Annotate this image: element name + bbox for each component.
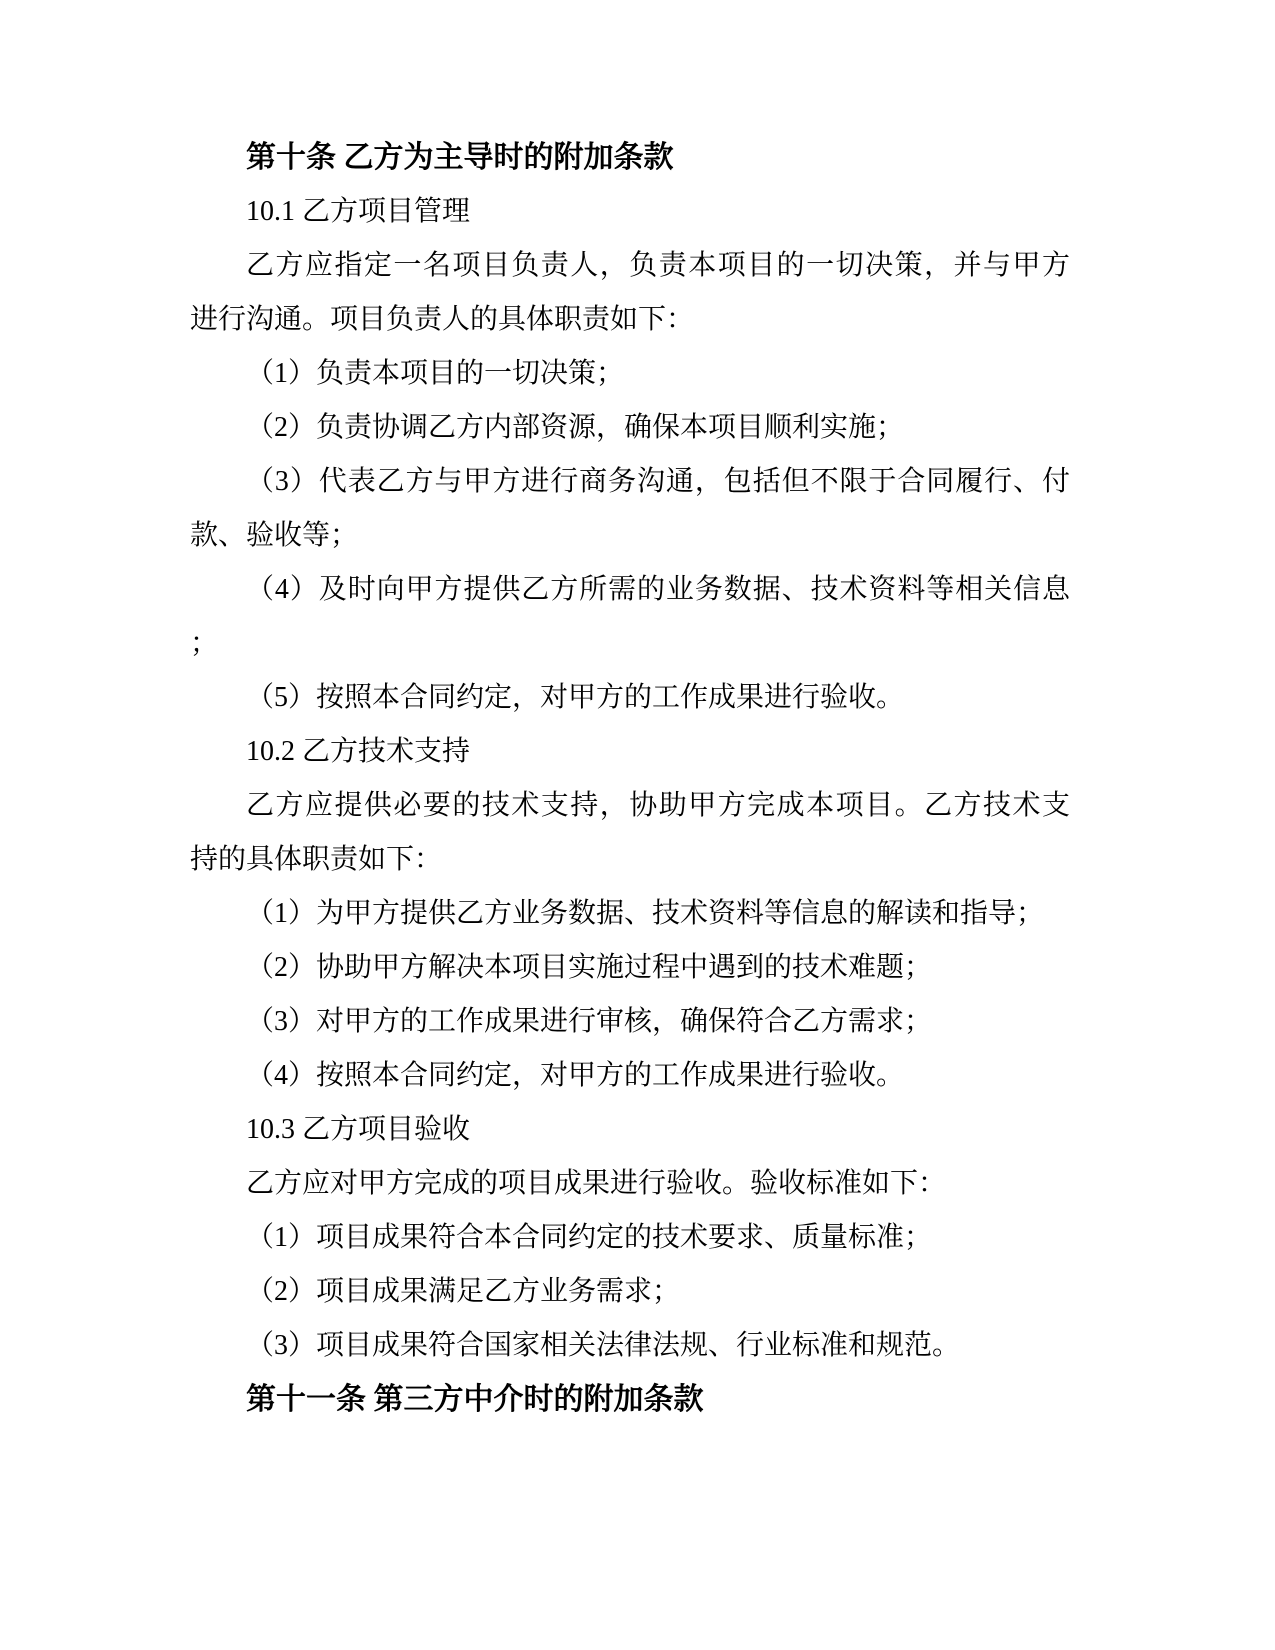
paragraph-line: 乙方应指定一名项目负责人，负责本项目的一切决策，并与甲方 [246, 250, 1070, 281]
list-item-line: （2）协助甲方解决本项目实施过程中遇到的技术难题； [246, 952, 933, 983]
list-item-line: （2）负责协调乙方内部资源，确保本项目顺利实施； [246, 412, 905, 443]
clause-10-1-title: 10.1 乙方项目管理 [246, 196, 471, 227]
list-item-line: （5）按照本合同约定，对甲方的工作成果进行验收。 [246, 682, 905, 713]
list-item-line: （4）及时向甲方提供乙方所需的业务数据、技术资料等相关信息 [246, 574, 1070, 605]
clause-10-3-title: 10.3 乙方项目验收 [246, 1114, 471, 1145]
contract-text-block [190, 131, 1070, 1427]
list-item-line: （1）负责本项目的一切决策； [246, 358, 625, 389]
list-item-line: （3）项目成果符合国家相关法律法规、行业标准和规范。 [246, 1330, 961, 1361]
paragraph-line: 乙方应提供必要的技术支持，协助甲方完成本项目。乙方技术支 [246, 790, 1070, 821]
list-item-line: ； [190, 628, 219, 659]
list-item-line: （4）按照本合同约定，对甲方的工作成果进行验收。 [246, 1060, 905, 1091]
list-item-line: （3）代表乙方与甲方进行商务沟通，包括但不限于合同履行、付 [246, 466, 1070, 497]
heading-article-10: 第十条 乙方为主导时的附加条款 [246, 141, 674, 174]
heading-article-11: 第十一条 第三方中介时的附加条款 [246, 1383, 704, 1416]
list-item-line: 款、验收等； [190, 520, 359, 551]
paragraph-line: 乙方应对甲方完成的项目成果进行验收。验收标准如下： [246, 1168, 947, 1199]
list-item-line: （3）对甲方的工作成果进行审核，确保符合乙方需求； [246, 1006, 933, 1037]
list-item-line: （1）为甲方提供乙方业务数据、技术资料等信息的解读和指导； [246, 898, 1045, 929]
list-item-line: （1）项目成果符合本合同约定的技术要求、质量标准； [246, 1222, 933, 1253]
clause-10-2-title: 10.2 乙方技术支持 [246, 736, 471, 767]
list-item-line: （2）项目成果满足乙方业务需求； [246, 1276, 681, 1307]
paragraph-line: 进行沟通。项目负责人的具体职责如下： [190, 304, 695, 335]
paragraph-line: 持的具体职责如下： [190, 844, 443, 875]
